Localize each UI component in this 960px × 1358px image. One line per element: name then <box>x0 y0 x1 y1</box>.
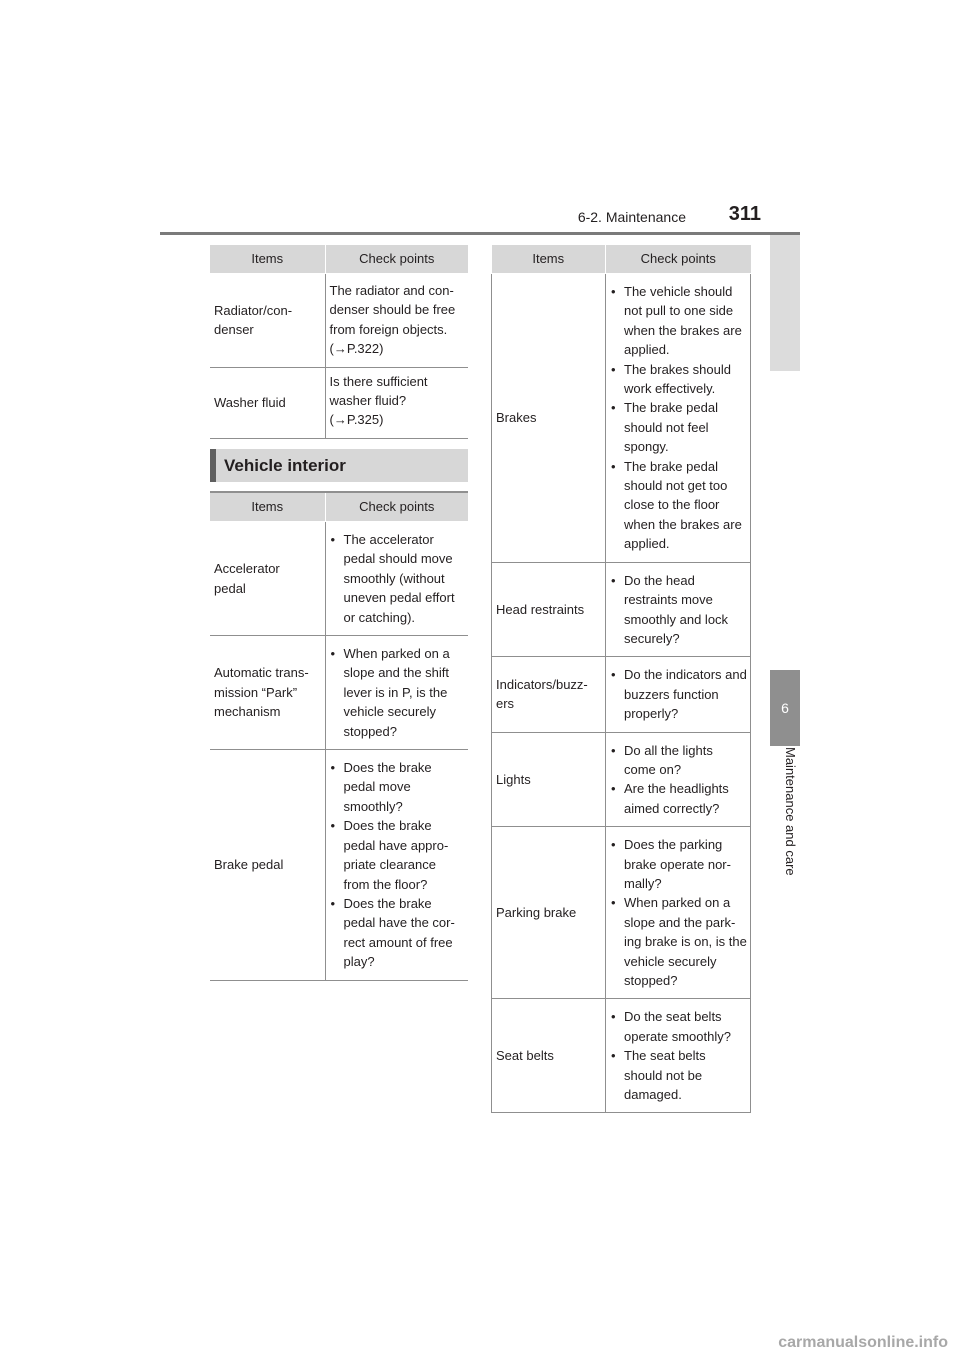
table-header-row <box>210 245 468 274</box>
chapter-title-tab: Maintenance and care <box>783 747 798 876</box>
row-item-label: Radiator/con- denser <box>210 274 325 368</box>
column-header-check-points: Check points <box>325 493 468 522</box>
check-point-bullet: • Do the head restraints move smoothly and lock securely? <box>610 571 747 649</box>
table-row <box>492 562 751 657</box>
section-heading-vehicle-interior: Vehicle interior <box>210 449 468 482</box>
row-item-label: Washer fluid <box>210 367 325 438</box>
table-row <box>492 657 751 732</box>
row-item-label: Parking brake <box>492 827 606 999</box>
table-row <box>210 367 468 438</box>
row-check-points <box>325 750 468 980</box>
check-point-bullet: • Does the parking brake operate nor-mally? <box>610 835 747 893</box>
table-row <box>492 827 751 999</box>
check-point-bullet: • The brake pedal should not get too close to the floor when the brakes are applied. <box>610 457 747 554</box>
row-item-label: Seat belts <box>492 999 606 1113</box>
page-number: 311 <box>728 203 761 225</box>
column-header-check-points: Check points <box>325 245 468 274</box>
check-point-bullet: • Does the brake pedal have appro-priate clearance from the floor? <box>330 816 466 894</box>
row-item-label: Head restraints <box>492 562 606 657</box>
table-row <box>492 999 751 1113</box>
table-header-row <box>492 245 751 274</box>
check-point-bullet: • Do the seat belts operate smoothly? <box>610 1007 747 1046</box>
check-point-bullet: • The vehicle should not pull to one side when the brakes are applied. <box>610 282 747 360</box>
chapter-number-tab: 6 <box>770 670 800 746</box>
table-row <box>492 732 751 827</box>
row-item-label: Automatic trans- mission “Park” mechanism <box>210 636 325 750</box>
column-header-check-points: Check points <box>606 245 751 274</box>
row-check-points <box>606 827 751 999</box>
row-item-label: Indicators/buzz- ers <box>492 657 606 732</box>
row-item-label: Brake pedal <box>210 750 325 980</box>
check-point-bullet: • Are the headlights aimed correctly? <box>610 779 747 818</box>
check-point-bullet: • Does the brake pedal move smoothly? <box>330 758 466 816</box>
check-point-bullet: • The accelerator pedal should move smoothly (without uneven pedal effort or catching). <box>330 530 466 627</box>
side-tab-block <box>770 235 800 371</box>
table-row <box>210 274 468 368</box>
table-row <box>492 274 751 563</box>
table-row <box>210 522 468 636</box>
row-check-points <box>325 636 468 750</box>
check-point-bullet: • The seat belts should not be damaged. <box>610 1046 747 1104</box>
row-check-points <box>606 999 751 1113</box>
column-header-items: Items <box>492 245 606 274</box>
check-point-bullet: • Does the brake pedal have the cor-rect amount of free play? <box>330 894 466 972</box>
running-header-section: 6-2. Maintenance <box>577 209 686 225</box>
row-check-points <box>606 562 751 657</box>
site-watermark: carmanualsonline.info <box>778 1334 948 1351</box>
vehicle-interior-table <box>210 493 468 981</box>
engine-checks-table <box>210 245 468 439</box>
check-point-bullet: • Do the indicators and buzzers function properly? <box>610 665 747 723</box>
vehicle-interior-table-continued <box>491 245 751 1113</box>
row-check-points <box>325 522 468 636</box>
row-check-text: Is there sufficient washer fluid? (→P.325) <box>325 367 468 438</box>
row-check-points <box>606 657 751 732</box>
check-point-bullet: • When parked on a slope and the park-ing brake is on, is the vehicle securely stopped? <box>610 893 747 990</box>
row-item-label: Lights <box>492 732 606 827</box>
check-point-bullet: • The brakes should work effectively. <box>610 360 747 399</box>
row-check-text: The radiator and con- denser should be free from foreign objects. (→P.322) <box>325 274 468 368</box>
row-check-points <box>606 274 751 563</box>
row-check-points <box>606 732 751 827</box>
check-point-bullet: • The brake pedal should not feel spongy. <box>610 398 747 456</box>
column-header-items: Items <box>210 245 325 274</box>
check-point-bullet: • Do all the lights come on? <box>610 741 747 780</box>
table-row <box>210 750 468 980</box>
table-header-row <box>210 493 468 522</box>
row-item-label: Accelerator pedal <box>210 522 325 636</box>
header-rule <box>160 232 800 235</box>
check-point-bullet: • When parked on a slope and the shift lever is in P, is the vehicle securely stopped? <box>330 644 466 741</box>
table-row <box>210 636 468 750</box>
row-item-label: Brakes <box>492 274 606 563</box>
column-header-items: Items <box>210 493 325 522</box>
